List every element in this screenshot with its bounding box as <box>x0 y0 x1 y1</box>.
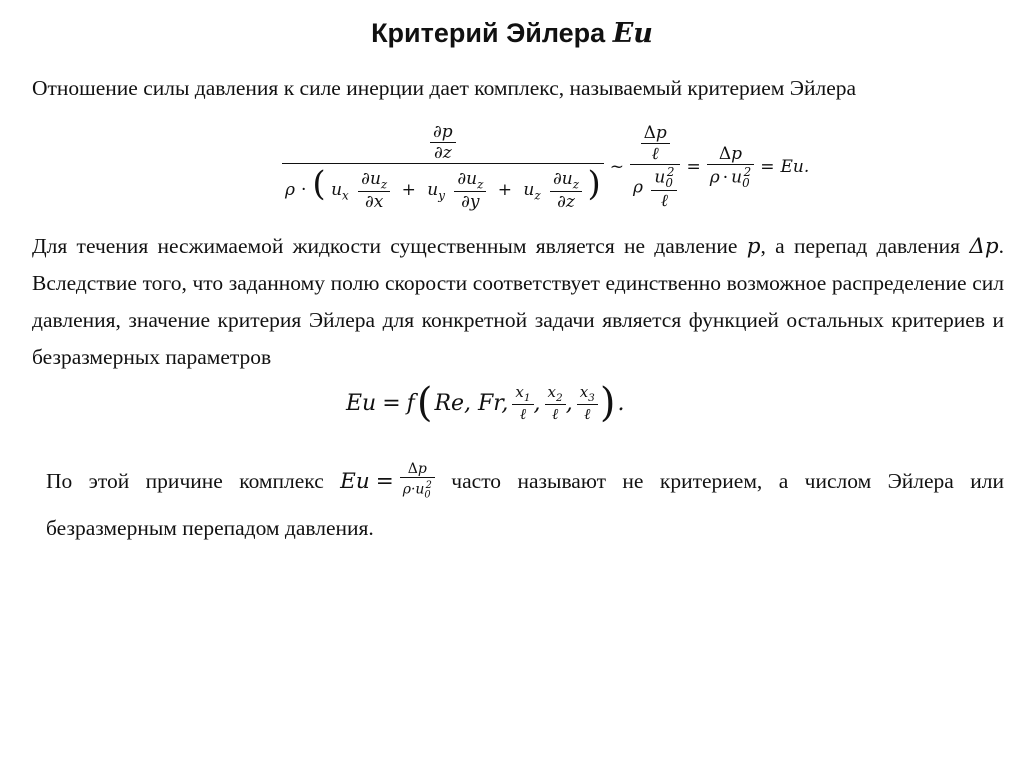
fraction-scaled: $\frac{\Delta p}{\text{ℓ}}$ ρ $\frac{u_0^2}{\text{ℓ}}$ <box>630 123 681 211</box>
paragraph-incompressible: Для течения несжимаемой жидкости существенным является не давление p, а перепад давления Δp. Вследствие того, что заданному полю скорости соответствует единственно возможное распределение сил давления, значение критерия Эйлера для конкретной задачи является функцией остальных критериев и безразмерных параметров <box>32 234 1004 369</box>
paragraph-conclusion: По этой причине комплекс Eu = $\frac{\Delta p}{\rho\cdot u_0^2}$ часто называют не критерием, а числом Эйлера или безразмерным перепадом давления. <box>46 460 1004 540</box>
title-symbol: Eu <box>612 18 653 49</box>
fraction-simplified: $\frac{\Delta p}{\rho \cdot u_0^2}$ <box>707 144 755 190</box>
fraction-inline-eu: $\frac{\Delta p}{\rho\cdot u_0^2}$ <box>400 461 435 503</box>
page-title <box>0 18 1024 49</box>
symbol-eu: Eu <box>340 469 370 494</box>
paragraph-intro: Отношение силы давления к силе инерции дает комплекс, называемый критерием Эйлера <box>32 76 857 100</box>
symbol-p: p <box>746 234 761 259</box>
formula-euler-derivation: $\frac{\partial p}{\partial z}$ ρ · ( $u_x$ $\frac{\partial u_z}{\partial x}$ + $u_y$ $\frac{\partial u_z}{\partial y}$ + $u_z$ $\frac{\partial u_z}{\partial z}$ ) ~ $\frac{\Delta p}{\text{ℓ}}$ ρ $\frac{u_0^2}{\text{ℓ}}$ = $\frac{\Delta p}{\rho \cdot u_0^2}$ = Eu. <box>282 122 809 212</box>
formula-euler-function: Eu = f ( Re, Fr, $\frac{x_1}{\text{ℓ}}$ , $\frac{x_2}{\text{ℓ}}$ , $\frac{x_3}{\text{ℓ}}$ ) . <box>346 380 625 426</box>
symbol-delta-p: Δp <box>969 234 999 259</box>
fraction-pressure-over-inertia: $\frac{\partial p}{\partial z}$ ρ · ( $u_x$ $\frac{\partial u_z}{\partial x}$ + $u_y$ $\frac{\partial u_z}{\partial y}$ + $u_z$ $\frac{\partial u_z}{\partial z}$ ) <box>282 122 604 212</box>
title-text: Критерий Эйлера <box>371 18 613 48</box>
